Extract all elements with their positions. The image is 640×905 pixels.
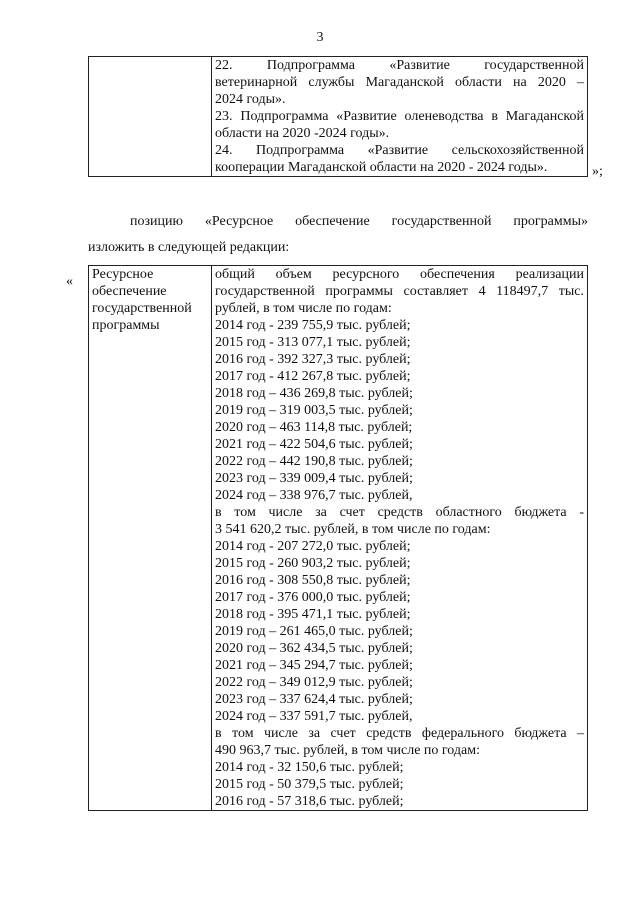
subprograms-label-cell bbox=[89, 57, 212, 177]
total-intro-line: рублей, в том числе по годам: bbox=[215, 301, 392, 316]
federal-year-line: 2016 год - 57 318,6 тыс. рублей; bbox=[215, 794, 404, 809]
subprograms-table bbox=[88, 56, 588, 177]
federal-year-line: 2015 год - 50 379,5 тыс. рублей; bbox=[215, 777, 404, 792]
subprogram-24-line-2: кооперации Магаданской области на 2020 - 2024 годы». bbox=[215, 160, 548, 175]
total-year-line: 2024 год – 338 976,7 тыс. рублей, bbox=[215, 488, 413, 503]
subprogram-22-line-2: ветеринарной службы Магаданской области на 2020 – bbox=[215, 75, 584, 90]
total-year-line: 2015 год - 313 077,1 тыс. рублей; bbox=[215, 335, 411, 350]
regional-year-line: 2017 год - 376 000,0 тыс. рублей; bbox=[215, 590, 411, 605]
total-year-line: 2022 год – 442 190,8 тыс. рублей; bbox=[215, 454, 413, 469]
regional-intro-line: в том числе за счет средств областного бюджета - bbox=[215, 505, 584, 520]
total-intro-line: государственной программы составляет 4 118497,7 тыс. bbox=[215, 284, 584, 299]
total-year-line: 2023 год – 339 009,4 тыс. рублей; bbox=[215, 471, 413, 486]
total-year-line: 2014 год - 239 755,9 тыс. рублей; bbox=[215, 318, 411, 333]
instruction-line-1: позицию «Ресурсное обеспечение государственной программы» bbox=[130, 214, 588, 229]
resource-label-line: программы bbox=[92, 318, 160, 333]
resource-label-line: Ресурсное bbox=[92, 267, 154, 282]
subprogram-23-line-1: 23. Подпрограмма «Развитие оленеводства в Магаданской bbox=[215, 109, 584, 124]
subprogram-22 bbox=[215, 57, 584, 108]
total-year-line: 2019 год – 319 003,5 тыс. рублей; bbox=[215, 403, 413, 418]
subprogram-23 bbox=[215, 108, 584, 142]
regional-year-line: 2018 год - 395 471,1 тыс. рублей; bbox=[215, 607, 411, 622]
resource-label-line: государственной bbox=[92, 301, 192, 316]
regional-year-line: 2016 год - 308 550,8 тыс. рублей; bbox=[215, 573, 411, 588]
closing-quote-mark: »; bbox=[592, 164, 603, 179]
page-number: 3 bbox=[316, 30, 324, 45]
resource-content-cell bbox=[212, 266, 588, 811]
subprogram-24-line-1: 24. Подпрограмма «Развитие сельскохозяйственной bbox=[215, 143, 584, 158]
total-year-line: 2016 год - 392 327,3 тыс. рублей; bbox=[215, 352, 411, 367]
federal-intro-line: в том числе за счет средств федерального бюджета – bbox=[215, 726, 584, 741]
subprogram-22-line-3: 2024 годы». bbox=[215, 92, 286, 107]
subprogram-24 bbox=[215, 142, 584, 176]
total-intro-line: общий объем ресурсного обеспечения реализации bbox=[215, 267, 584, 282]
instruction-line-2: изложить в следующей редакции: bbox=[88, 240, 290, 255]
total-year-line: 2021 год – 422 504,6 тыс. рублей; bbox=[215, 437, 413, 452]
federal-years-list bbox=[215, 759, 584, 810]
regional-year-line: 2021 год – 345 294,7 тыс. рублей; bbox=[215, 658, 413, 673]
regional-year-line: 2024 год – 337 591,7 тыс. рублей, bbox=[215, 709, 413, 724]
resource-table bbox=[88, 265, 588, 811]
federal-intro-line: 490 963,7 тыс. рублей, в том числе по годам: bbox=[215, 743, 480, 758]
subprogram-23-line-2: области на 2020 -2024 годы». bbox=[215, 126, 390, 141]
regional-years-list bbox=[215, 538, 584, 725]
regional-year-line: 2014 год - 207 272,0 тыс. рублей; bbox=[215, 539, 411, 554]
subprogram-22-line-1: 22. Подпрограмма «Развитие государственной bbox=[215, 58, 584, 73]
resource-label-line: обеспечение bbox=[92, 284, 167, 299]
total-years-list bbox=[215, 317, 584, 504]
regional-year-line: 2015 год - 260 903,2 тыс. рублей; bbox=[215, 556, 411, 571]
regional-intro-line: 3 541 620,2 тыс. рублей, в том числе по годам: bbox=[215, 522, 491, 537]
total-year-line: 2018 год – 436 269,8 тыс. рублей; bbox=[215, 386, 413, 401]
resource-label-cell bbox=[89, 266, 212, 811]
regional-year-line: 2023 год – 337 624,4 тыс. рублей; bbox=[215, 692, 413, 707]
regional-year-line: 2022 год – 349 012,9 тыс. рублей; bbox=[215, 675, 413, 690]
federal-year-line: 2014 год - 32 150,6 тыс. рублей; bbox=[215, 760, 404, 775]
total-year-line: 2020 год – 463 114,8 тыс. рублей; bbox=[215, 420, 413, 435]
regional-year-line: 2019 год – 261 465,0 тыс. рублей; bbox=[215, 624, 413, 639]
regional-year-line: 2020 год – 362 434,5 тыс. рублей; bbox=[215, 641, 413, 656]
opening-quote-mark: « bbox=[66, 274, 73, 289]
total-year-line: 2017 год - 412 267,8 тыс. рублей; bbox=[215, 369, 411, 384]
subprograms-list-cell bbox=[212, 57, 588, 177]
